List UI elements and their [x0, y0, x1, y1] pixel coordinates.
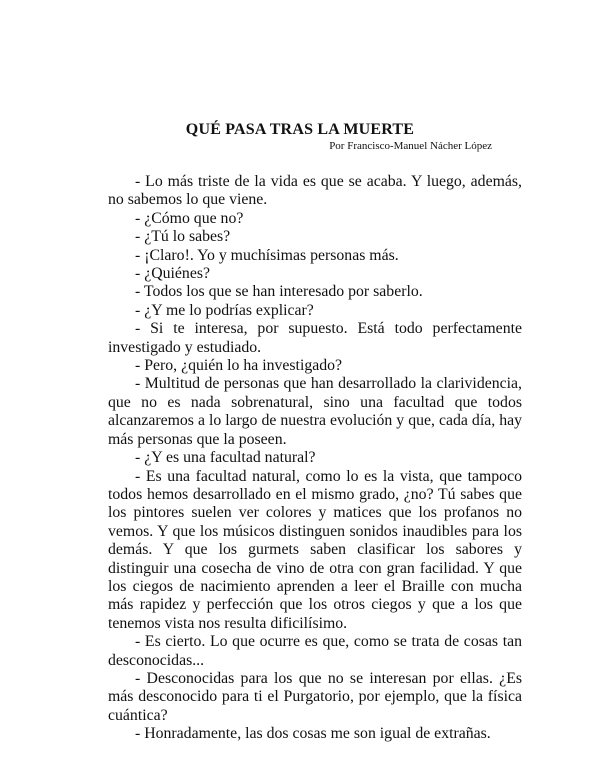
- paragraph: - Desconocidas para los que no se interesan por ellas. ¿Es más desconocido para ti el Purgatorio, por ejemplo, que la física cuántica?: [108, 669, 522, 724]
- paragraph: - Es cierto. Lo que ocurre es que, como se trata de cosas tan desconocidas...: [108, 633, 522, 669]
- paragraph: - Pero, ¿quién lo ha investigado?: [135, 357, 343, 375]
- paragraph: - Lo más triste de la vida es que se acaba. Y luego, además, no sabemos lo que viene.: [108, 173, 522, 209]
- paragraph: - Multitud de personas que han desarrollado la clarividencia, que no es nada sobrenatural, sino una facultad que todos alcanzaremos a lo largo de nuestra evolución y que, cada día, hay más personas que la poseen.: [108, 375, 522, 448]
- document-title: QUÉ PASA TRAS LA MUERTE: [185, 121, 415, 138]
- document-body: [108, 173, 522, 744]
- paragraph: - ¿Quiénes?: [135, 265, 210, 283]
- paragraph: - ¿Tú lo sabes?: [135, 228, 231, 246]
- paragraph: - Es una facultad natural, como lo es la vista, que tampoco todos hemos desarrollado en el mismo grado, ¿no? Tú sabes que los pintores suelen ver colores y matices que los profanos no vemos. Y que los músicos distinguen sonidos inaudibles para los demás. Y que los gurmets saben clasificar los sabores y distinguir una cosecha de vino de otra con gran facilidad. Y que los ciegos de nacimiento aprenden a leer el Braille con mucha más rapidez y perfección que los otros ciegos y que a los que tenemos vista nos resulta dificilísimo.: [108, 467, 522, 632]
- paragraph: - Honradamente, las dos cosas me son igual de extrañas.: [135, 725, 491, 743]
- paragraph: - ¿Y me lo podrías explicar?: [135, 301, 314, 319]
- paragraph: - ¡Claro!. Yo y muchísimas personas más.: [135, 246, 399, 264]
- document-author: Por Francisco-Manuel Nácher López: [329, 140, 492, 152]
- paragraph: - Todos los que se han interesado por saberlo.: [135, 283, 423, 301]
- paragraph: - Si te interesa, por supuesto. Está todo perfectamente investigado y estudiado.: [108, 320, 522, 356]
- paragraph: - ¿Cómo que no?: [135, 209, 244, 227]
- paragraph: - ¿Y es una facultad natural?: [135, 449, 316, 467]
